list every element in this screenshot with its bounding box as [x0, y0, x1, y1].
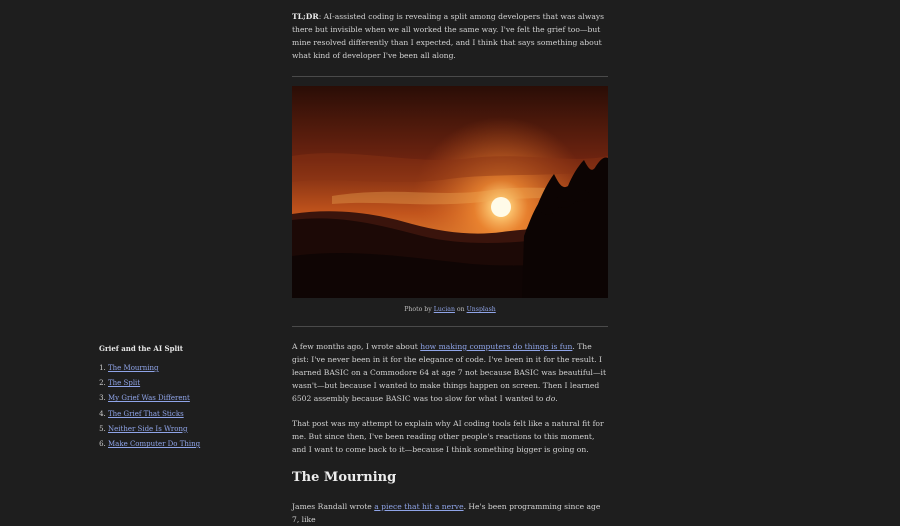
toc-item — [108, 361, 269, 376]
table-of-contents — [99, 344, 269, 452]
caption-prefix: Photo by — [404, 306, 434, 313]
toc-item — [108, 407, 269, 422]
tldr-paragraph — [292, 10, 608, 62]
para1-emphasis: do — [545, 394, 556, 403]
toc-link-my-grief-was-different[interactable]: My Grief Was Different — [108, 394, 190, 403]
toc-item — [108, 422, 269, 437]
tldr-text: : AI-assisted coding is revealing a split among developers that was always there but invisible when we all worked the same way. I've felt the grief too—but mine resolved differently than I expected, and I think that says something about what kind of developer I've been all along. — [292, 12, 605, 60]
caption-author-link[interactable]: Lucian — [433, 306, 455, 313]
second-paragraph: That post was my attempt to explain why AI coding tools felt like a natural fit for me. But since then, I've been reading other people's reactions to this moment, and I want to come back to it—because I think something bigger is going on. — [292, 419, 604, 454]
toc-link-the-grief-that-sticks[interactable]: The Grief That Sticks — [108, 409, 184, 418]
previous-post-link[interactable]: how making computers do things is fun — [420, 342, 573, 351]
divider-top — [292, 76, 608, 77]
photo-caption — [292, 306, 608, 313]
toc-link-neither-side-is-wrong[interactable]: Neither Side Is Wrong — [108, 424, 188, 433]
toc-item — [108, 376, 269, 391]
para3-text-end: . He's been programming since age 7, like — [292, 502, 601, 524]
caption-site-link[interactable]: Unsplash — [466, 306, 496, 313]
caption-middle: on — [454, 306, 467, 313]
intro-paragraph — [292, 340, 608, 405]
article — [292, 10, 608, 524]
toc-item — [108, 437, 269, 452]
toc-list — [99, 361, 269, 452]
section-heading-the-mourning: The Mourning — [292, 470, 397, 485]
toc-link-the-mourning[interactable]: The Mourning — [108, 364, 159, 372]
para1-text-start: A few months ago, I wrote about — [292, 342, 421, 351]
para1-text-end: . — [555, 394, 558, 403]
tldr-label: TL;DR — [292, 12, 319, 21]
toc-title: Grief and the AI Split — [99, 344, 184, 353]
toc-link-the-split[interactable]: The Split — [108, 379, 141, 388]
divider-bottom — [292, 326, 608, 327]
sunset-photo — [292, 86, 608, 298]
third-paragraph — [292, 500, 608, 526]
randall-piece-link[interactable]: a piece that hit a nerve — [374, 502, 464, 511]
toc-item — [108, 391, 269, 406]
para1-text-middle: . The gist: I've never been in it for the elegance of code. I've been in it for the result. I learned BASIC on a Commodore 64 at age 7 not because BASIC was beautiful—it wasn't—but because I wanted to make things happen on screen. Then I learned 6502 assembly because BASIC was too slow for what I wanted to — [292, 342, 607, 403]
para3-text-start: James Randall wrote — [292, 502, 375, 511]
toc-link-make-computer-do-thing[interactable]: Make Computer Do Thing — [108, 440, 201, 449]
